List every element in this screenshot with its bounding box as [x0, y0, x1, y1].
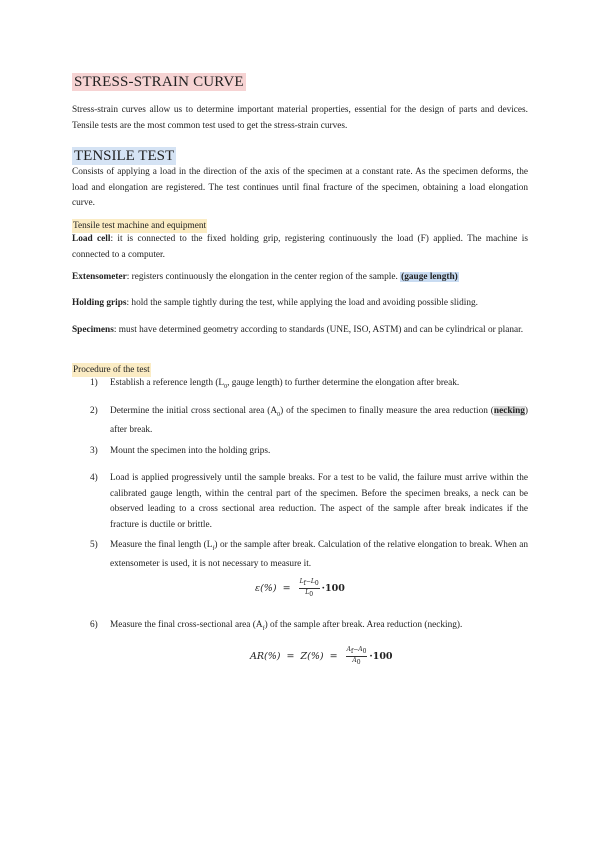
equipment-heading: Tensile test machine and equipment	[73, 221, 207, 231]
specimens-paragraph	[72, 323, 528, 339]
area-reduction-formula	[250, 646, 393, 667]
formula-lhs: ε(%)	[255, 583, 277, 595]
section-title: TENSILE TEST	[74, 148, 175, 164]
step-text: Measure the final length (L	[110, 540, 213, 550]
step-number: 2)	[90, 406, 98, 416]
formula-equals: =	[282, 583, 291, 595]
step-text: Measure the final cross-sectional area (A	[110, 620, 263, 630]
specimens-term: Specimens	[72, 325, 114, 335]
numerator-sub-2: 0	[362, 648, 367, 656]
extensometer-text: : registers continuously the elongation in the center region of the sample.	[126, 272, 401, 282]
load-cell-paragraph	[72, 232, 528, 263]
step-number: 5)	[90, 540, 98, 550]
step-subscript: 0	[224, 383, 228, 390]
step-number: 1)	[90, 378, 98, 388]
elongation-formula	[255, 578, 345, 599]
step-text: Establish a reference length (L	[110, 378, 225, 388]
step-number: 3)	[90, 446, 98, 456]
holding-grips-paragraph	[72, 296, 528, 312]
load-cell-term: Load cell	[72, 234, 111, 244]
numerator-mid: −A	[353, 646, 363, 653]
fraction-numerator: L	[299, 578, 304, 585]
specimens-text: : must have determined geometry according to standards (UNE, ISO, ASTM) and can be cylindrical or planar.	[113, 325, 524, 335]
procedure-step-6	[90, 618, 528, 637]
holding-grips-term: Holding grips	[72, 298, 127, 308]
formula-equals: =	[286, 651, 295, 663]
step-text: Mount the specimen into the holding grips.	[110, 446, 271, 456]
formula-multiplier: ·100	[321, 583, 345, 595]
step-number: 6)	[90, 620, 98, 630]
procedure-step-2	[90, 404, 528, 439]
step-text-end: ) after break.	[110, 406, 529, 436]
step-text: Load is applied progressively until the sample breaks. For a test to be valid, the failure must arrive within the calibrated gauge length, within the central part of the specimen. Before the specimen breaks, a neck can be observed leading to a cross sectional area reduction. The aspect of the sample after break indicates if the fracture is ductile or brittle.	[110, 473, 528, 530]
step-number: 4)	[90, 473, 98, 483]
denominator-sub: 0	[309, 591, 314, 599]
formula-multiplier: ·100	[369, 651, 393, 663]
procedure-step-4	[90, 471, 528, 533]
procedure-step-1	[90, 376, 528, 395]
numerator-mid: −L	[305, 578, 315, 585]
step-text-cont: ) or the sample after break. Calculation of the relative elongation to break. When an extensometer is used, it is not necessary to measure it.	[110, 540, 529, 570]
section-paragraph: Consists of applying a load in the direction of the axis of the specimen at a constant rate. As the specimen deforms, the load and elongation are registered. The test continues until final fracture of the specimen, obtaining a load elongation curve.	[72, 167, 528, 208]
step-text: Determine the initial cross sectional area (A	[110, 406, 278, 416]
extensometer-term: Extensometer	[72, 272, 127, 282]
formula-lhs: AR(%)	[250, 651, 281, 663]
denominator-sub: 0	[356, 659, 361, 667]
fraction-denominator: A	[352, 657, 357, 665]
fraction-denominator: L	[305, 589, 310, 597]
step-text-cont: ) of the specimen to finally measure the area reduction (	[280, 406, 494, 416]
procedure-step-3	[90, 444, 528, 460]
procedure-step-5	[90, 538, 528, 573]
intro-paragraph: Stress-strain curves allow us to determine important material properties, essential for the design of parts and devices. Tensile tests are the most common test used to get the stress-strain curves.	[72, 105, 528, 131]
formula-equals-2: =	[329, 651, 338, 663]
necking-highlight: necking	[493, 406, 525, 416]
fraction-numerator: A	[346, 646, 351, 653]
numerator-sub-1: f	[350, 648, 354, 656]
extensometer-paragraph	[72, 270, 528, 286]
gauge-length-highlight: (gauge length)	[401, 272, 458, 282]
formula-fraction	[346, 646, 368, 667]
procedure-heading: Procedure of the test	[73, 365, 150, 375]
formula-mid: Z(%)	[300, 651, 324, 663]
load-cell-text: : it is connected to the fixed holding grip, registering continuously the load (F) applied. The machine is connected to a computer.	[72, 234, 528, 260]
step-subscript: 0	[277, 411, 281, 418]
step-text-cont: , gauge length) to further determine the elongation after break.	[227, 378, 460, 388]
numerator-sub-1: f	[303, 580, 306, 588]
numerator-sub-2: 0	[314, 580, 319, 588]
page-title: STRESS-STRAIN CURVE	[74, 74, 244, 90]
step-subscript: f	[262, 625, 265, 632]
step-text-cont: ) of the sample after break. Area reduction (necking).	[264, 620, 463, 630]
step-subscript: f	[212, 545, 215, 552]
formula-fraction	[299, 578, 320, 599]
holding-grips-text: : hold the sample tightly during the test, while applying the load and avoiding possible sliding.	[126, 298, 478, 308]
